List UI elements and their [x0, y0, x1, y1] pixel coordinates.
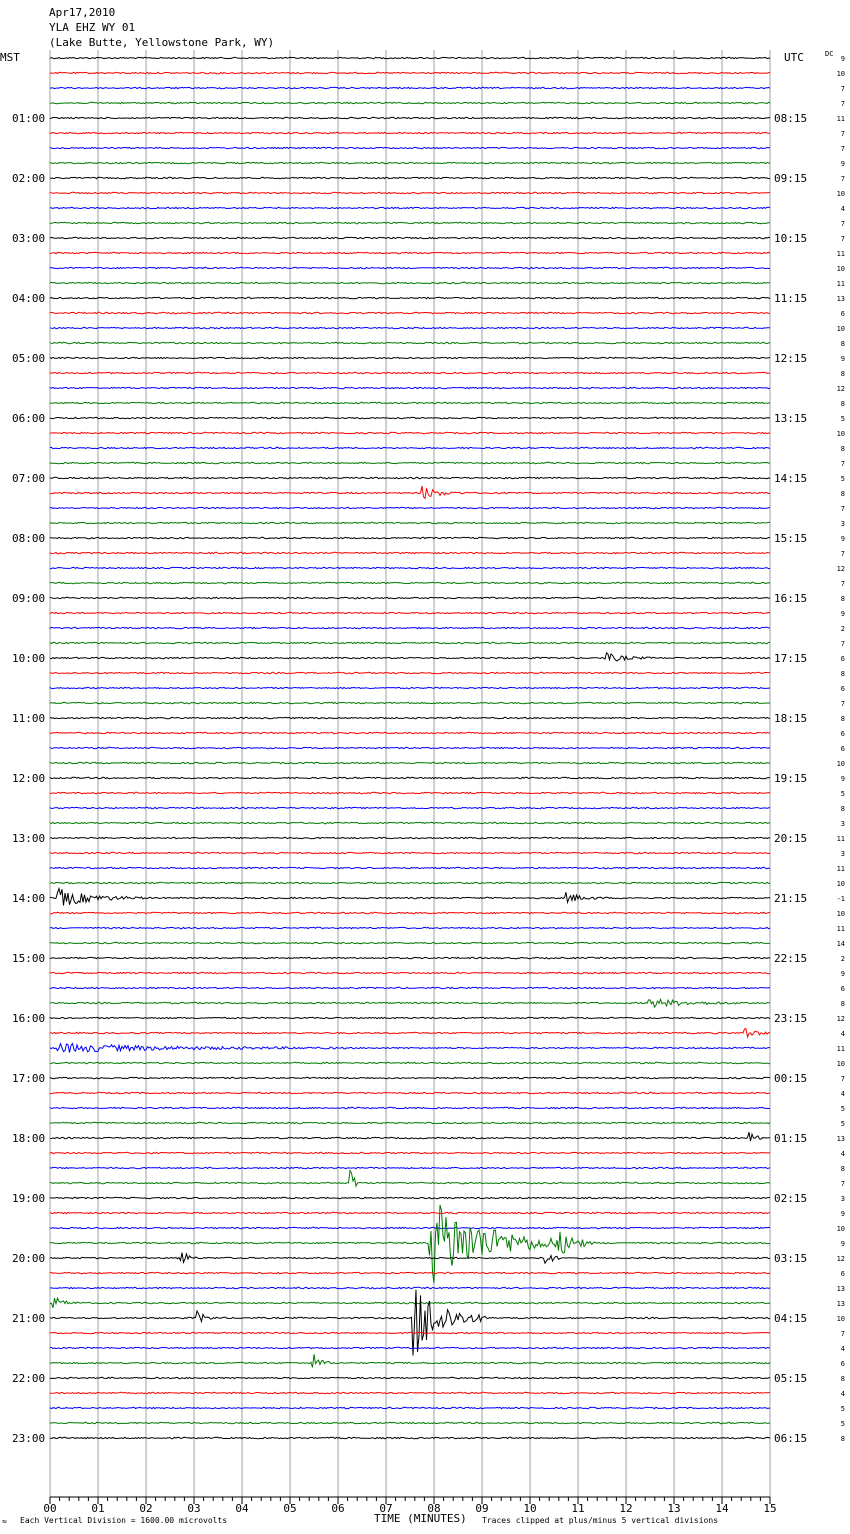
dc-offset-label: 7 [840, 505, 845, 513]
dc-offset-label: 12 [836, 1015, 845, 1023]
trace-30 [50, 507, 770, 508]
trace-53 [50, 852, 770, 853]
right-hour-label: 10:15 [774, 232, 808, 245]
trace-83 [50, 1298, 770, 1308]
dc-offset-label: 5 [840, 1105, 845, 1113]
trace-60 [50, 957, 770, 958]
dc-offset-label: 10 [836, 70, 845, 78]
trace-32 [50, 537, 770, 538]
trace-4 [50, 117, 770, 118]
trace-72 [50, 1132, 770, 1141]
trace-21 [50, 372, 770, 373]
x-tick-label: 05 [283, 1502, 297, 1515]
dc-offset-label: 8 [840, 1435, 845, 1443]
dc-offset-label: 10 [836, 325, 845, 333]
dc-offset-label: 8 [840, 400, 845, 408]
trace-42 [50, 687, 770, 688]
seismic-traces [50, 57, 770, 1438]
trace-81 [50, 1272, 770, 1273]
trace-63 [50, 999, 770, 1007]
right-hour-label: 23:15 [774, 1012, 808, 1025]
trace-0 [50, 57, 770, 58]
trace-6 [50, 147, 770, 148]
trace-33 [50, 552, 770, 553]
left-hour-label: 21:00 [12, 1312, 46, 1325]
right-hour-label: 22:15 [774, 952, 808, 965]
trace-91 [50, 1422, 770, 1423]
trace-5 [50, 132, 770, 133]
dc-offset-label: 12 [836, 385, 845, 393]
trace-15 [50, 282, 770, 283]
trace-73 [50, 1152, 770, 1153]
trace-66 [50, 1044, 770, 1053]
trace-52 [50, 837, 770, 838]
dc-offset-label: 6 [840, 1270, 845, 1278]
trace-50 [50, 807, 770, 808]
dc-offset-label: 11 [836, 280, 845, 288]
right-hour-label: 12:15 [774, 352, 808, 365]
dc-offset-label: 8 [840, 805, 845, 813]
right-hour-label: 00:15 [774, 1072, 808, 1085]
dc-offset-label: 4 [840, 1090, 845, 1098]
dc-offset-label: 3 [840, 520, 845, 528]
dc-offset-label: 7 [840, 100, 845, 108]
record-date: Apr17,2010 [49, 6, 116, 19]
dc-offset-label: 9 [840, 355, 845, 363]
trace-89 [50, 1392, 770, 1393]
dc-offset-label: 9 [840, 55, 845, 63]
left-hour-label: 09:00 [12, 592, 46, 605]
trace-82 [50, 1287, 770, 1288]
dc-offset-label: 9 [840, 1210, 845, 1218]
x-tick-label: 04 [235, 1502, 249, 1515]
footer-marker: ≈ [2, 1517, 7, 1526]
trace-27 [50, 462, 770, 463]
right-hour-label: 19:15 [774, 772, 808, 785]
left-hour-label: 05:00 [12, 352, 46, 365]
dc-offset-label: 6 [840, 685, 845, 693]
left-hour-label: 19:00 [12, 1192, 46, 1205]
x-tick-label: 13 [667, 1502, 681, 1515]
trace-10 [50, 207, 770, 208]
dc-offset-label: 9 [840, 1240, 845, 1248]
trace-13 [50, 252, 770, 253]
left-hour-label: 15:00 [12, 952, 46, 965]
trace-88 [50, 1377, 770, 1378]
left-hour-label: 12:00 [12, 772, 46, 785]
trace-7 [50, 162, 770, 163]
dc-offset-label: 8 [840, 595, 845, 603]
dc-offset-label: 10 [836, 910, 845, 918]
trace-69 [50, 1092, 770, 1093]
dc-offset-label: 8 [840, 1000, 845, 1008]
right-hour-label: 04:15 [774, 1312, 808, 1325]
trace-24 [50, 417, 770, 418]
dc-offset-label: -1 [836, 895, 845, 903]
left-hour-label: 10:00 [12, 652, 46, 665]
clip-note: Traces clipped at plus/minus 5 vertical divisions [482, 1516, 719, 1525]
dc-offset-label: 9 [840, 160, 845, 168]
dc-offset-label: 10 [836, 760, 845, 768]
dc-offset-label: 5 [840, 790, 845, 798]
left-hour-label: 06:00 [12, 412, 46, 425]
dc-offset-label: 8 [840, 715, 845, 723]
dc-offset-label: 7 [840, 145, 845, 153]
dc-offset-label: 7 [840, 130, 845, 138]
trace-36 [50, 597, 770, 598]
right-hour-label: 09:15 [774, 172, 808, 185]
dc-offset-label: 11 [836, 925, 845, 933]
left-hour-label: 23:00 [12, 1432, 46, 1445]
x-tick-label: 10 [523, 1502, 537, 1515]
trace-12 [50, 237, 770, 238]
dc-offset-label: 11 [836, 1045, 845, 1053]
x-tick-label: 11 [571, 1502, 585, 1515]
dc-offset-label: 9 [840, 610, 845, 618]
dc-offset-label: 6 [840, 730, 845, 738]
dc-offset-label: 5 [840, 415, 845, 423]
right-hour-label: 03:15 [774, 1252, 808, 1265]
dc-offset-label: 9 [840, 775, 845, 783]
dc-offset-label: 8 [840, 670, 845, 678]
trace-75 [50, 1171, 770, 1187]
trace-14 [50, 267, 770, 268]
trace-86 [50, 1347, 770, 1348]
left-hour-label: 11:00 [12, 712, 46, 725]
trace-67 [50, 1062, 770, 1063]
dc-offset-label: 4 [840, 1390, 845, 1398]
right-hour-label: 20:15 [774, 832, 808, 845]
trace-90 [50, 1407, 770, 1408]
scale-note: Each Vertical Division = 1600.00 microvolts [20, 1516, 228, 1525]
dc-header: DC [825, 50, 834, 58]
dc-offset-label: 7 [840, 235, 845, 243]
left-hour-labels [12, 112, 45, 1445]
trace-17 [50, 312, 770, 313]
trace-54 [50, 867, 770, 868]
right-hour-label: 15:15 [774, 532, 808, 545]
dc-offset-label: 10 [836, 1225, 845, 1233]
dc-offset-label: 6 [840, 745, 845, 753]
trace-9 [50, 192, 770, 193]
trace-11 [50, 222, 770, 223]
dc-offset-label: 11 [836, 835, 845, 843]
dc-offset-label: 4 [840, 205, 845, 213]
dc-offset-label: 4 [840, 1345, 845, 1353]
dc-offset-label: 10 [836, 265, 845, 273]
left-hour-label: 16:00 [12, 1012, 46, 1025]
trace-55 [50, 882, 770, 883]
trace-23 [50, 402, 770, 403]
dc-offset-label: 13 [836, 1300, 845, 1308]
dc-offset-label: 6 [840, 985, 845, 993]
x-tick-label: 00 [43, 1502, 57, 1515]
trace-35 [50, 582, 770, 583]
right-hour-label: 05:15 [774, 1372, 808, 1385]
trace-61 [50, 972, 770, 973]
dc-offset-label: 12 [836, 565, 845, 573]
x-tick-label: 15 [763, 1502, 777, 1515]
dc-offset-label: 7 [840, 220, 845, 228]
dc-offset-label: 4 [840, 1030, 845, 1038]
trace-47 [50, 762, 770, 763]
right-hour-label: 08:15 [774, 112, 808, 125]
trace-92 [50, 1437, 770, 1438]
dc-offset-label: 7 [840, 550, 845, 558]
dc-offset-label: 5 [840, 1420, 845, 1428]
right-hour-label: 14:15 [774, 472, 808, 485]
left-hour-label: 04:00 [12, 292, 46, 305]
trace-87 [50, 1354, 770, 1367]
dc-offset-label: 13 [836, 1285, 845, 1293]
right-hour-label: 06:15 [774, 1432, 808, 1445]
dc-offset-label: 8 [840, 1165, 845, 1173]
dc-offset-label: 8 [840, 490, 845, 498]
trace-25 [50, 432, 770, 433]
left-hour-label: 20:00 [12, 1252, 46, 1265]
trace-20 [50, 357, 770, 358]
x-tick-label: 01 [91, 1502, 105, 1515]
trace-19 [50, 342, 770, 343]
trace-44 [50, 717, 770, 718]
dc-offset-label: 14 [836, 940, 845, 948]
station-code: YLA EHZ WY 01 [49, 21, 136, 34]
trace-26 [50, 447, 770, 448]
dc-offset-label: 12 [836, 1255, 845, 1263]
trace-76 [50, 1197, 770, 1198]
dc-offset-label: 8 [840, 370, 845, 378]
dc-offset-label: 7 [840, 1330, 845, 1338]
x-tick-label: 02 [139, 1502, 153, 1515]
left-hour-label: 22:00 [12, 1372, 46, 1385]
x-tick-label: 12 [619, 1502, 633, 1515]
trace-49 [50, 792, 770, 793]
trace-59 [50, 942, 770, 943]
dc-offset-label: 7 [840, 1075, 845, 1083]
trace-2 [50, 87, 770, 88]
left-hour-label: 18:00 [12, 1132, 46, 1145]
dc-offset-label: 11 [836, 115, 845, 123]
dc-offset-label: 11 [836, 865, 845, 873]
dc-offset-label: 2 [840, 955, 845, 963]
station-location: (Lake Butte, Yellowstone Park, WY) [49, 36, 275, 49]
dc-offset-label: 8 [840, 340, 845, 348]
dc-offset-label: 13 [836, 1135, 845, 1143]
dc-offset-label: 6 [840, 310, 845, 318]
x-tick-label: 09 [475, 1502, 489, 1515]
left-hour-label: 07:00 [12, 472, 46, 485]
dc-offset-label: 10 [836, 1315, 845, 1323]
dc-offset-label: 6 [840, 655, 845, 663]
dc-offset-label: 3 [840, 1195, 845, 1203]
trace-70 [50, 1107, 770, 1108]
right-hour-label: 16:15 [774, 592, 808, 605]
trace-48 [50, 777, 770, 778]
left-hour-label: 02:00 [12, 172, 46, 185]
trace-71 [50, 1122, 770, 1123]
dc-offset-label: 8 [840, 445, 845, 453]
trace-29 [50, 486, 770, 499]
trace-34 [50, 567, 770, 568]
trace-16 [50, 297, 770, 298]
trace-62 [50, 987, 770, 988]
dc-offset-label: 7 [840, 1180, 845, 1188]
dc-offset-label: 4 [840, 1150, 845, 1158]
trace-37 [50, 612, 770, 613]
trace-56 [50, 889, 770, 906]
trace-68 [50, 1077, 770, 1078]
trace-28 [50, 477, 770, 478]
trace-51 [50, 822, 770, 823]
dc-offset-label: 5 [840, 1120, 845, 1128]
trace-39 [50, 642, 770, 643]
left-hour-label: 17:00 [12, 1072, 46, 1085]
left-hour-label: 01:00 [12, 112, 46, 125]
left-hour-label: 14:00 [12, 892, 46, 905]
left-hour-label: 13:00 [12, 832, 46, 845]
dc-offset-label: 7 [840, 175, 845, 183]
dc-offset-label: 10 [836, 880, 845, 888]
left-hour-label: 08:00 [12, 532, 46, 545]
dc-offset-label: 6 [840, 1360, 845, 1368]
dc-offset-label: 8 [840, 1375, 845, 1383]
right-hour-label: 11:15 [774, 292, 808, 305]
trace-84 [50, 1290, 770, 1356]
x-tick-label: 06 [331, 1502, 345, 1515]
dc-offset-label: 3 [840, 850, 845, 858]
dc-offset-label: 5 [840, 475, 845, 483]
trace-46 [50, 747, 770, 748]
trace-40 [50, 653, 770, 661]
dc-offset-labels [837, 55, 845, 1443]
dc-offset-label: 10 [836, 190, 845, 198]
right-hour-label: 18:15 [774, 712, 808, 725]
right-hour-label: 02:15 [774, 1192, 808, 1205]
dc-offset-label: 10 [836, 1060, 845, 1068]
trace-38 [50, 627, 770, 628]
x-tick-label: 14 [715, 1502, 729, 1515]
dc-offset-label: 9 [840, 970, 845, 978]
right-hour-label: 13:15 [774, 412, 808, 425]
x-axis-title: TIME (MINUTES) [374, 1512, 467, 1525]
x-tick-label: 07 [379, 1502, 393, 1515]
dc-offset-label: 2 [840, 625, 845, 633]
trace-8 [50, 177, 770, 178]
trace-58 [50, 927, 770, 928]
x-tick-label: 08 [427, 1502, 441, 1515]
trace-77 [50, 1212, 770, 1213]
trace-80 [50, 1253, 770, 1264]
dc-offset-label: 7 [840, 85, 845, 93]
trace-57 [50, 912, 770, 913]
dc-offset-label: 9 [840, 535, 845, 543]
trace-85 [50, 1332, 770, 1333]
right-hour-labels [774, 112, 807, 1445]
dc-offset-label: 5 [840, 1405, 845, 1413]
dc-offset-label: 7 [840, 640, 845, 648]
right-timezone: UTC [784, 51, 804, 64]
dc-offset-label: 7 [840, 580, 845, 588]
trace-64 [50, 1017, 770, 1018]
trace-31 [50, 522, 770, 523]
trace-65 [50, 1029, 770, 1037]
right-hour-label: 17:15 [774, 652, 808, 665]
right-hour-label: 21:15 [774, 892, 808, 905]
trace-43 [50, 702, 770, 703]
trace-41 [50, 672, 770, 673]
trace-22 [50, 387, 770, 388]
trace-79 [50, 1205, 770, 1283]
right-hour-label: 01:15 [774, 1132, 808, 1145]
trace-18 [50, 327, 770, 328]
dc-offset-label: 10 [836, 430, 845, 438]
x-tick-label: 03 [187, 1502, 201, 1515]
dc-offset-label: 13 [836, 295, 845, 303]
left-hour-label: 03:00 [12, 232, 46, 245]
dc-offset-label: 7 [840, 700, 845, 708]
dc-offset-label: 3 [840, 820, 845, 828]
trace-45 [50, 732, 770, 733]
trace-1 [50, 72, 770, 73]
dc-offset-label: 11 [836, 250, 845, 258]
trace-74 [50, 1167, 770, 1168]
dc-offset-label: 7 [840, 460, 845, 468]
trace-3 [50, 102, 770, 103]
left-timezone: MST [0, 51, 20, 64]
trace-78 [50, 1227, 770, 1228]
